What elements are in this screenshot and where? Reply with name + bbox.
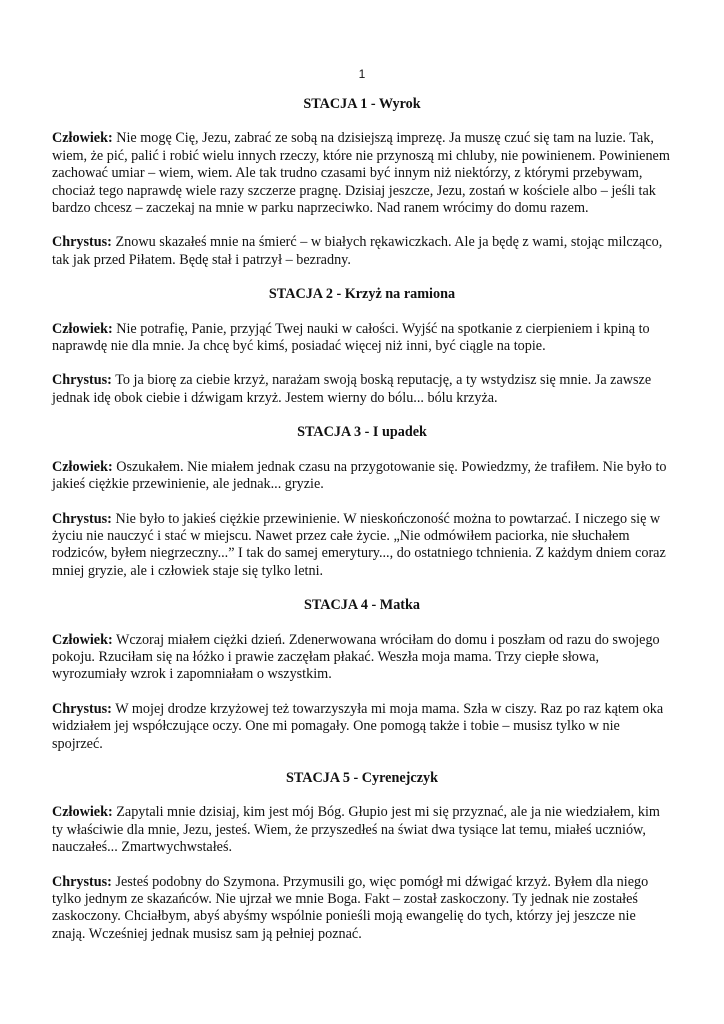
dialogue-text: To ja biorę za ciebie krzyż, narażam swoją boską reputację, a ty wstydzisz się mnie. Ja zawsze jednak idę obok ciebie i dźwigam krzyż. Jestem wierny do bólu... bólu krzyża. — [52, 372, 652, 406]
dialogue-text: Nie było to jakieś ciężkie przewinienie. W nieskończoność można to powtarzać. I niczego się w życiu nie nauczyć i stać w miejscu. Nawet przez całe życie. „Nie odmówiłem paciorka, nie słuchałem rodziców, byłem niegrzeczny...” I tak do samej emerytury..., do ostatniego tchnienia. Z każdym dniem coraz mniej gryzie, ale i człowiek staje się tylko letni. — [52, 510, 666, 579]
speaker-label: Człowiek: — [52, 130, 113, 147]
speaker-label: Człowiek: — [52, 320, 113, 337]
station-1 — [52, 96, 672, 269]
document-page — [52, 60, 672, 960]
dialogue-paragraph — [52, 321, 672, 356]
speaker-label: Człowiek: — [52, 631, 113, 648]
station-title: STACJA 2 - Krzyż na ramiona — [268, 286, 456, 303]
station-3 — [52, 424, 672, 580]
speaker-label: Chrystus: — [52, 700, 112, 717]
dialogue-paragraph — [52, 804, 672, 856]
dialogue-text: Wczoraj miałem ciężki dzień. Zdenerwowana wróciłam do domu i poszłam od razu do swojego pokoju. Rzuciłam się na łóżko i prawie zaczęłam płakać. Weszła moja mama. Trzy ciepłe słowa, wyrozumiały wzrok i zapomniałam o wszystkim. — [52, 631, 660, 683]
speaker-label: Człowiek: — [52, 458, 113, 475]
dialogue-text: Nie potrafię, Panie, przyjąć Twej nauki w całości. Wyjść na spotkanie z cierpieniem i kpiną to naprawdę nie dla mnie. Ja chcę być kimś, posiadać więcej niż inni, być ciągle na topie. — [52, 320, 650, 355]
dialogue-text: Jesteś podobny do Szymona. Przymusili go, więc pomógł mi dźwigać krzyż. Byłem dla niego tylko jednym ze skazańców. Nie ujrzał we mnie Boga. Fakt – został zaskoczony. Ty jednak nie zostałeś zaskoczony. Chciałbym, abyś abyśmy wspólnie ponieśli moją ewangelię do tych, którzy jej jeszcze nie znają. Wcześniej jednak musisz sam ją pełniej poznać. — [52, 873, 649, 942]
speaker-label: Człowiek: — [52, 804, 113, 821]
dialogue-text: Oszukałem. Nie miałem jednak czasu na przygotowanie się. Powiedzmy, że trafiłem. Nie było to jakieś ciężkie przewinienie, ale jednak... gryzie. — [52, 458, 667, 493]
dialogue-paragraph — [52, 234, 672, 269]
station-title: STACJA 1 - Wyrok — [303, 96, 421, 112]
dialogue-paragraph — [52, 130, 672, 217]
dialogue-text: Znowu skazałeś mnie na śmierć – w białych rękawiczkach. Ale ja będę z wami, stojąc milcząco, tak jak przed Piłatem. Będę stał i patrzył – bezradny. — [52, 234, 663, 268]
dialogue-paragraph — [52, 511, 672, 581]
dialogue-text: Zapytali mnie dzisiaj, kim jest mój Bóg. Głupio jest mi się przyznać, ale ja nie wiedziałem, kim ty właściwie dla mnie, Jezu, jesteś. Wiem, że przyszedłeś na świat dwa tysiące lat temu, miałeś uczniów, nauczałeś... Zmartwychwstałeś. — [52, 804, 660, 856]
speaker-label: Chrystus: — [52, 372, 112, 389]
dialogue-paragraph — [52, 459, 672, 494]
station-5 — [52, 770, 672, 943]
dialogue-text: Nie mogę Cię, Jezu, zabrać ze sobą na dzisiejszą imprezę. Ja muszę czuć się tam na luzie. Tak, wiem, że pić, palić i robić wielu innych rzeczy, które nie przynoszą mi chluby, nie powinienem. Powinienem zachować umiar – wiem, wiem. Ale tak trudno czasami być innym niż niektórzy, z którymi przebywam, chociaż tego naprawdę wiele razy szczerze pragnę. Dzisiaj jeszcze, Jezu, zostań w kościele albo – jeśli tak bardzo chcesz – zaczekaj na mnie w parku naprzeciwko. Nad ranem wrócimy do domu razem. — [52, 130, 670, 217]
dialogue-paragraph — [52, 874, 672, 944]
speaker-label: Chrystus: — [52, 873, 112, 890]
station-title: STACJA 3 - I upadek — [297, 424, 427, 441]
station-title: STACJA 5 - Cyrenejczyk — [286, 769, 438, 786]
dialogue-paragraph — [52, 372, 672, 407]
dialogue-text: W mojej drodze krzyżowej też towarzyszyła mi moja mama. Szła w ciszy. Raz po raz kątem oka widziałem jej współczujące oczy. One mi pomagały. One pomogą także i tobie – musisz tylko w nie spojrzeć. — [52, 700, 664, 752]
speaker-label: Chrystus: — [52, 510, 112, 527]
dialogue-paragraph — [52, 632, 672, 684]
station-2 — [52, 286, 672, 407]
speaker-label: Chrystus: — [52, 234, 112, 251]
page-number: 1 — [358, 67, 366, 81]
station-4 — [52, 597, 672, 753]
dialogue-paragraph — [52, 701, 672, 753]
station-title: STACJA 4 - Matka — [304, 597, 420, 614]
